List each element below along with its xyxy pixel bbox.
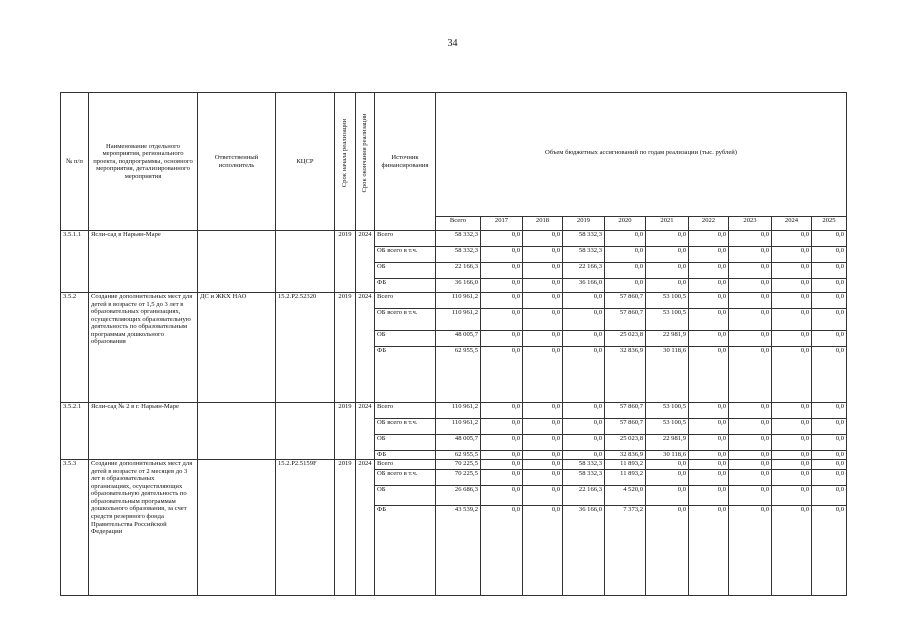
header-num: № п/п: [61, 93, 89, 231]
year-value: 4 520,0: [605, 486, 646, 506]
year-value: 0,0: [812, 435, 847, 451]
executor: [198, 460, 276, 596]
year-value: 7 373,2: [605, 506, 646, 596]
year-value: 0,0: [729, 486, 772, 506]
year-value: 57 860,7: [605, 403, 646, 419]
total-value: 58 332,3: [436, 247, 481, 263]
header-year: 2025: [812, 217, 847, 231]
year-value: 22 981,9: [646, 435, 689, 451]
year-value: 53 100,5: [646, 403, 689, 419]
funding-source: ОБ всего в т.ч.: [375, 247, 436, 263]
year-value: 0,0: [812, 331, 847, 347]
year-value: 0,0: [812, 247, 847, 263]
executor: [198, 403, 276, 460]
year-value: 0,0: [772, 451, 812, 460]
year-value: 58 332,3: [563, 247, 605, 263]
year-value: 32 836,9: [605, 451, 646, 460]
year-value: 0,0: [523, 506, 563, 596]
start-year: 2019: [335, 460, 356, 596]
year-value: 0,0: [646, 279, 689, 293]
table-row: [61, 231, 847, 247]
funding-source: Всего: [375, 460, 436, 470]
year-value: 0,0: [812, 451, 847, 460]
end-year: 2024: [356, 293, 375, 403]
table-row: [61, 293, 847, 309]
year-value: 0,0: [523, 263, 563, 279]
year-value: 0,0: [729, 470, 772, 486]
year-value: 0,0: [689, 309, 729, 331]
header-start: [335, 93, 356, 231]
total-value: 62 955,5: [436, 451, 481, 460]
header-start-text: Срок начала реализации: [341, 118, 349, 188]
funding-source: ФБ: [375, 347, 436, 403]
year-value: 0,0: [729, 419, 772, 435]
year-value: 0,0: [812, 231, 847, 247]
year-value: 0,0: [772, 263, 812, 279]
year-value: 22 166,3: [563, 263, 605, 279]
year-value: 0,0: [729, 247, 772, 263]
header-year: 2017: [481, 217, 523, 231]
year-value: 0,0: [772, 279, 812, 293]
year-value: 0,0: [812, 419, 847, 435]
year-value: 0,0: [523, 309, 563, 331]
year-value: 0,0: [689, 451, 729, 460]
year-value: 0,0: [646, 460, 689, 470]
year-value: 0,0: [772, 419, 812, 435]
year-value: 0,0: [689, 419, 729, 435]
year-value: 0,0: [689, 247, 729, 263]
year-value: 0,0: [481, 419, 523, 435]
year-value: 32 836,9: [605, 347, 646, 403]
year-value: 0,0: [605, 247, 646, 263]
year-value: 0,0: [812, 506, 847, 596]
year-value: 0,0: [729, 263, 772, 279]
total-value: 48 005,7: [436, 331, 481, 347]
year-value: 0,0: [689, 435, 729, 451]
kcsr-code: [276, 231, 335, 293]
year-value: 0,0: [523, 347, 563, 403]
end-year: 2024: [356, 460, 375, 596]
funding-source: ОБ: [375, 435, 436, 451]
year-value: 0,0: [481, 435, 523, 451]
total-value: 26 686,3: [436, 486, 481, 506]
row-number: 3.5.3: [61, 460, 89, 596]
total-value: 110 961,2: [436, 293, 481, 309]
year-value: 0,0: [523, 247, 563, 263]
year-value: 0,0: [523, 419, 563, 435]
year-value: 0,0: [481, 279, 523, 293]
year-value: 0,0: [772, 506, 812, 596]
year-value: 0,0: [689, 347, 729, 403]
year-value: 0,0: [729, 279, 772, 293]
event-name: Создание дополнительных мест для детей в возрасте от 2 месяцев до 3 лет в образовательных организациях, осуществляющих образовательную деятельность по образовательным программам дошкольного образования, за счет средств резервного фонда Правительства Российской Федерации: [89, 460, 198, 596]
total-value: 110 961,2: [436, 403, 481, 419]
year-value: 0,0: [729, 451, 772, 460]
table-body: [61, 231, 847, 596]
total-value: 110 961,2: [436, 309, 481, 331]
kcsr-code: 15.2.Р2.52320: [276, 293, 335, 403]
header-year: 2024: [772, 217, 812, 231]
header-year: 2019: [563, 217, 605, 231]
year-value: 57 860,7: [605, 293, 646, 309]
year-value: 0,0: [772, 460, 812, 470]
year-value: 30 118,6: [646, 451, 689, 460]
year-value: 57 860,7: [605, 419, 646, 435]
year-value: 53 100,5: [646, 293, 689, 309]
year-value: 0,0: [689, 279, 729, 293]
year-value: 25 023,8: [605, 331, 646, 347]
year-value: 0,0: [812, 293, 847, 309]
event-name: Создание дополнительных мест для детей в возрасте от 1,5 до 3 лет в образовательных организациях, осуществляющих образовательную деятельность по образовательным программам дошкольного образования: [89, 293, 198, 403]
year-value: 0,0: [481, 231, 523, 247]
year-value: 58 332,3: [563, 460, 605, 470]
year-value: 0,0: [772, 231, 812, 247]
year-value: 53 100,5: [646, 419, 689, 435]
year-value: 0,0: [563, 403, 605, 419]
kcsr-code: [276, 403, 335, 460]
year-value: 0,0: [772, 347, 812, 403]
year-value: 11 893,2: [605, 460, 646, 470]
header-volume: Объем бюджетных ассигнований по годам реализации (тыс. рублей): [436, 93, 847, 217]
year-value: 0,0: [523, 470, 563, 486]
year-value: 0,0: [481, 331, 523, 347]
row-number: 3.5.1.1: [61, 231, 89, 293]
year-value: 0,0: [481, 470, 523, 486]
year-value: 22 166,3: [563, 486, 605, 506]
year-value: 0,0: [481, 293, 523, 309]
year-value: 11 893,2: [605, 470, 646, 486]
executor: [198, 231, 276, 293]
header-source: Источник финансирования: [375, 93, 436, 231]
funding-source: Всего: [375, 231, 436, 247]
total-value: 70 225,5: [436, 460, 481, 470]
header-year: 2022: [689, 217, 729, 231]
row-number: 3.5.2.1: [61, 403, 89, 460]
year-value: 0,0: [772, 435, 812, 451]
year-value: 0,0: [729, 331, 772, 347]
year-value: 0,0: [812, 309, 847, 331]
year-value: 0,0: [523, 331, 563, 347]
year-value: 0,0: [646, 247, 689, 263]
row-number: 3.5.2: [61, 293, 89, 403]
year-value: 0,0: [729, 460, 772, 470]
header-end: [356, 93, 375, 231]
year-value: 0,0: [523, 293, 563, 309]
total-value: 43 539,2: [436, 506, 481, 596]
year-value: 30 118,6: [646, 347, 689, 403]
year-value: 0,0: [689, 293, 729, 309]
end-year: 2024: [356, 231, 375, 293]
year-value: 0,0: [689, 460, 729, 470]
year-value: 0,0: [729, 231, 772, 247]
year-value: 0,0: [563, 419, 605, 435]
year-value: 0,0: [729, 309, 772, 331]
funding-source: ОБ всего в т.ч.: [375, 419, 436, 435]
funding-source: Всего: [375, 403, 436, 419]
year-value: 0,0: [481, 506, 523, 596]
header-executor: Ответственный исполнитель: [198, 93, 276, 231]
year-value: 0,0: [481, 486, 523, 506]
year-value: 0,0: [563, 435, 605, 451]
header-year: 2021: [646, 217, 689, 231]
year-value: 0,0: [523, 231, 563, 247]
year-value: 0,0: [646, 231, 689, 247]
year-value: 0,0: [523, 403, 563, 419]
year-value: 0,0: [646, 470, 689, 486]
year-value: 0,0: [689, 231, 729, 247]
funding-source: Всего: [375, 293, 436, 309]
year-value: 0,0: [563, 451, 605, 460]
year-value: 0,0: [523, 435, 563, 451]
end-year: 2024: [356, 403, 375, 460]
funding-source: ОБ: [375, 486, 436, 506]
year-value: 0,0: [812, 279, 847, 293]
table-header: [61, 93, 847, 231]
year-value: 0,0: [523, 460, 563, 470]
total-value: 110 961,2: [436, 419, 481, 435]
year-value: 0,0: [729, 293, 772, 309]
total-value: 62 955,5: [436, 347, 481, 403]
year-value: 0,0: [523, 451, 563, 460]
funding-source: ОБ всего в т.ч.: [375, 470, 436, 486]
year-value: 0,0: [772, 293, 812, 309]
year-value: 0,0: [563, 347, 605, 403]
year-value: 0,0: [523, 279, 563, 293]
year-value: 0,0: [772, 486, 812, 506]
year-value: 0,0: [481, 347, 523, 403]
funding-source: ОБ: [375, 263, 436, 279]
year-value: 0,0: [689, 470, 729, 486]
year-value: 0,0: [772, 470, 812, 486]
year-value: 36 166,0: [563, 506, 605, 596]
year-value: 0,0: [481, 247, 523, 263]
year-value: 22 981,9: [646, 331, 689, 347]
year-value: 0,0: [689, 506, 729, 596]
year-value: 57 860,7: [605, 309, 646, 331]
year-value: 0,0: [812, 263, 847, 279]
year-value: 0,0: [605, 279, 646, 293]
year-value: 25 023,8: [605, 435, 646, 451]
header-total: Всего: [436, 217, 481, 231]
year-value: 58 332,3: [563, 231, 605, 247]
kcsr-code: 15.2.Р2.5159F: [276, 460, 335, 596]
year-value: 0,0: [729, 347, 772, 403]
header-kcsr: КЦСР: [276, 93, 335, 231]
year-value: 0,0: [605, 263, 646, 279]
year-value: 0,0: [481, 309, 523, 331]
year-value: 0,0: [646, 506, 689, 596]
year-value: 0,0: [812, 403, 847, 419]
header-year: 2020: [605, 217, 646, 231]
year-value: 58 332,3: [563, 470, 605, 486]
funding-source: ФБ: [375, 451, 436, 460]
start-year: 2019: [335, 403, 356, 460]
year-value: 0,0: [563, 309, 605, 331]
funding-source: ФБ: [375, 506, 436, 596]
year-value: 0,0: [772, 309, 812, 331]
year-value: 0,0: [772, 331, 812, 347]
event-name: Ясли-сад в Нарьян-Маре: [89, 231, 198, 293]
page-number: 34: [447, 38, 458, 49]
start-year: 2019: [335, 231, 356, 293]
year-value: 0,0: [481, 263, 523, 279]
table-row: [61, 460, 847, 470]
executor: ДС и ЖКХ НАО: [198, 293, 276, 403]
event-name: Ясли-сад № 2 в г. Нарьян-Маре: [89, 403, 198, 460]
year-value: 0,0: [689, 403, 729, 419]
year-value: 0,0: [481, 403, 523, 419]
header-name: Наименование отдельного мероприятия, регионального проекта, подпрограммы, основного мероприятия, детализированного мероприятия: [89, 93, 198, 231]
total-value: 70 225,5: [436, 470, 481, 486]
year-value: 0,0: [812, 470, 847, 486]
funding-source: ФБ: [375, 279, 436, 293]
year-value: 0,0: [481, 460, 523, 470]
year-value: 53 100,5: [646, 309, 689, 331]
year-value: 0,0: [689, 486, 729, 506]
year-value: 0,0: [563, 331, 605, 347]
year-value: 0,0: [646, 263, 689, 279]
start-year: 2019: [335, 293, 356, 403]
year-value: 0,0: [812, 460, 847, 470]
total-value: 48 005,7: [436, 435, 481, 451]
total-value: 36 166,0: [436, 279, 481, 293]
funding-source: ОБ: [375, 331, 436, 347]
year-value: 0,0: [523, 486, 563, 506]
year-value: 0,0: [729, 506, 772, 596]
year-value: 36 166,0: [563, 279, 605, 293]
funding-source: ОБ всего в т.ч.: [375, 309, 436, 331]
year-value: 0,0: [729, 435, 772, 451]
year-value: 0,0: [563, 293, 605, 309]
year-value: 0,0: [729, 403, 772, 419]
year-value: 0,0: [689, 331, 729, 347]
header-year: 2018: [523, 217, 563, 231]
budget-table: [60, 92, 847, 596]
year-value: 0,0: [812, 347, 847, 403]
header-end-text: Срок окончания реализации: [361, 113, 369, 193]
table-row: [61, 403, 847, 419]
year-value: 0,0: [689, 263, 729, 279]
year-value: 0,0: [605, 231, 646, 247]
total-value: 58 332,3: [436, 231, 481, 247]
year-value: 0,0: [481, 451, 523, 460]
year-value: 0,0: [646, 486, 689, 506]
year-value: 0,0: [772, 247, 812, 263]
total-value: 22 166,3: [436, 263, 481, 279]
year-value: 0,0: [812, 486, 847, 506]
header-year: 2023: [729, 217, 772, 231]
year-value: 0,0: [772, 403, 812, 419]
